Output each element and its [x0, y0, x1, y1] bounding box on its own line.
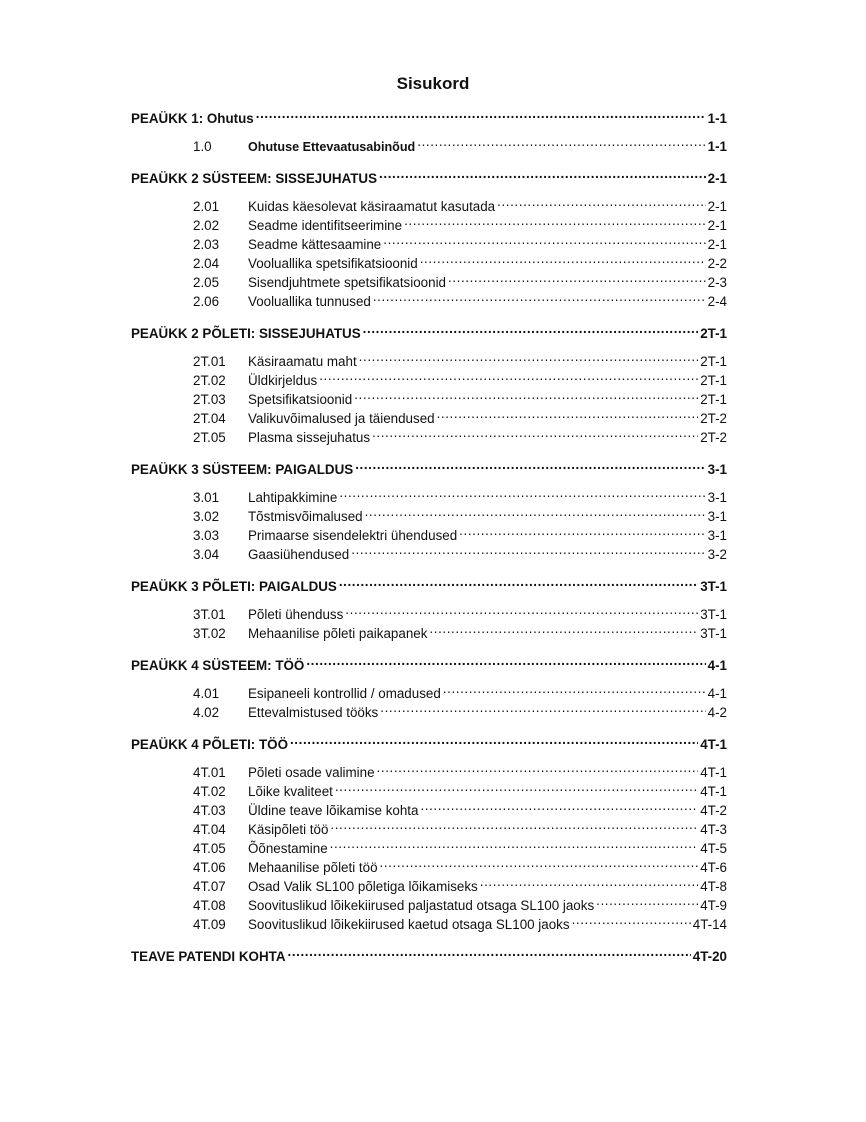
- toc-entry-title: Üldkirjeldus: [248, 373, 318, 388]
- dot-leader: [596, 891, 698, 910]
- toc-chapter[interactable]: [131, 651, 727, 673]
- toc-page-number: 2-1: [707, 199, 727, 214]
- page-title: Sisukord: [396, 74, 470, 93]
- dot-leader: [459, 521, 705, 540]
- toc-chapter[interactable]: [131, 104, 727, 126]
- toc-entry-number: 3.01: [193, 490, 220, 505]
- dot-leader: [417, 132, 705, 151]
- dot-leader: [351, 540, 705, 559]
- toc-entry-number: 3T.01: [193, 607, 226, 622]
- toc-entry-number: 2T.02: [193, 373, 226, 388]
- toc-entry-title: Sisendjuhtmete spetsifikatsioonid: [248, 275, 446, 290]
- toc-entry-title: Lahtipakkimine: [248, 490, 338, 505]
- toc-chapter-title: PEAÜKK 2 PÕLETI: SISSEJUHATUS: [131, 326, 361, 341]
- toc-page-number: 4T-5: [700, 841, 727, 856]
- toc-entry-title: Esipaneeli kontrollid / omadused: [248, 686, 441, 701]
- toc-entry-number: 2T.05: [193, 430, 226, 445]
- toc-entry-number: 4T.06: [193, 860, 226, 875]
- toc-entry[interactable]: [131, 132, 727, 154]
- toc-entry-number: 4T.05: [193, 841, 226, 856]
- dot-leader: [373, 287, 706, 306]
- toc-page-number: 3-1: [707, 462, 727, 477]
- toc-entry-title: Spetsifikatsioonid: [248, 392, 353, 407]
- toc-chapter[interactable]: [131, 730, 727, 752]
- dot-leader: [339, 483, 705, 502]
- toc-entry-title: Vooluallika spetsifikatsioonid: [248, 256, 418, 271]
- toc-page-number: 1-1: [707, 111, 727, 126]
- toc-page-number: 2T-2: [700, 411, 727, 426]
- toc-page-number: 4T-20: [692, 949, 727, 964]
- toc-page-number: 4T-3: [700, 822, 727, 837]
- toc-entry-title: Primaarse sisendelektri ühendused: [248, 528, 458, 543]
- toc-chapter-title: PEAÜKK 2 SÜSTEEM: SISSEJUHATUS: [131, 171, 378, 186]
- toc-entry-title: Valikuvõimalused ja täiendused: [248, 411, 435, 426]
- toc-page-number: 4T-1: [700, 737, 727, 752]
- toc-entry-title: Mehaanilise põleti töö: [248, 860, 378, 875]
- dot-leader: [288, 942, 691, 961]
- toc-entry[interactable]: [131, 758, 727, 780]
- toc-entry-number: 3T.02: [193, 626, 226, 641]
- toc-entry-number: 2.03: [193, 237, 220, 252]
- toc-page-number: 4-1: [707, 658, 727, 673]
- dot-leader: [377, 758, 699, 777]
- dot-leader: [330, 815, 698, 834]
- toc-chapter[interactable]: [131, 942, 727, 964]
- dot-leader: [437, 404, 699, 423]
- dot-leader: [420, 249, 706, 268]
- toc-page-number: 2-1: [707, 237, 727, 252]
- toc-page-number: 3-1: [707, 509, 727, 524]
- dot-leader: [330, 834, 699, 853]
- dot-leader: [372, 423, 698, 442]
- toc-entry-number: 4.02: [193, 705, 220, 720]
- toc-page-number: 4-1: [707, 686, 727, 701]
- toc-chapter-title: TEAVE PATENDI KOHTA: [131, 949, 286, 964]
- toc-entry-title: Seadme kättesaamine: [248, 237, 382, 252]
- toc-entry-title: Seadme identifitseerimine: [248, 218, 403, 233]
- toc-entry-title: Õõnestamine: [248, 841, 328, 856]
- toc-page-number: 2-1: [707, 171, 727, 186]
- toc-chapter-title: PEAÜKK 4 SÜSTEEM: TÖÖ: [131, 658, 305, 673]
- dot-leader: [379, 164, 706, 183]
- dot-leader: [448, 268, 706, 287]
- dot-leader: [345, 600, 698, 619]
- toc-entry-title: Soovituslikud lõikekiirused kaetud otsaga SL100 jaoks: [248, 917, 570, 932]
- toc-entry-number: 2.01: [193, 199, 220, 214]
- toc-entry-number: 2.06: [193, 294, 220, 309]
- toc-entry-title: Tõstmisvõimalused: [248, 509, 363, 524]
- toc-entry-number: 4T.02: [193, 784, 226, 799]
- toc-page-number: 3T-1: [700, 579, 727, 594]
- dot-leader: [380, 698, 705, 717]
- toc-entry[interactable]: [131, 347, 727, 369]
- toc-chapter-title: PEAÜKK 3 SÜSTEEM: PAIGALDUS: [131, 462, 354, 477]
- toc-chapter-title: PEAÜKK 4 PÕLETI: TÖÖ: [131, 737, 288, 752]
- toc-chapter-title: PEAÜKK 1: Ohutus: [131, 111, 254, 126]
- dot-leader: [443, 679, 706, 698]
- toc-entry-title: Käsiraamatu maht: [248, 354, 357, 369]
- dot-leader: [480, 872, 698, 891]
- toc-page-number: 4T-1: [700, 784, 727, 799]
- toc-page-number: 3T-1: [700, 607, 727, 622]
- toc-entry-number: 4.01: [193, 686, 220, 701]
- toc-entry[interactable]: [131, 483, 727, 505]
- toc-entry-title: Käsipõleti töö: [248, 822, 329, 837]
- toc-entry-number: 2.02: [193, 218, 220, 233]
- dot-leader: [365, 502, 706, 521]
- toc-entry-number: 2.04: [193, 256, 220, 271]
- toc-entry[interactable]: [131, 679, 727, 701]
- toc-entry-title: Üldine teave lõikamise kohta: [248, 803, 419, 818]
- dot-leader: [290, 730, 698, 749]
- toc-entry-title: Põleti osade valimine: [248, 765, 375, 780]
- toc-entry-number: 4T.07: [193, 879, 226, 894]
- toc-page-number: 2T-1: [700, 373, 727, 388]
- toc-page-number: 1-1: [707, 139, 727, 154]
- dot-leader: [319, 366, 698, 385]
- dot-leader: [363, 319, 699, 338]
- toc-chapter[interactable]: [131, 319, 727, 341]
- toc-entry-number: 3.04: [193, 547, 220, 562]
- toc-page-number: 4T-2: [700, 803, 727, 818]
- toc-entry-number: 4T.04: [193, 822, 226, 837]
- toc-page-number: 2-3: [707, 275, 727, 290]
- toc-entry-number: 4T.03: [193, 803, 226, 818]
- toc-page-number: 4T-8: [700, 879, 727, 894]
- toc-entry-title: Soovituslikud lõikekiirused paljastatud otsaga SL100 jaoks: [248, 898, 595, 913]
- toc-entry-number: 2T.04: [193, 411, 226, 426]
- toc-page-number: 2T-1: [700, 326, 727, 341]
- dot-leader: [497, 192, 706, 211]
- dot-leader: [404, 211, 706, 230]
- toc-entry-number: 2.05: [193, 275, 220, 290]
- toc-entry-number: 4T.09: [193, 917, 226, 932]
- toc-page-number: 4-2: [707, 705, 727, 720]
- toc-page-number: 2T-1: [700, 392, 727, 407]
- toc-entry[interactable]: [131, 192, 727, 214]
- table-of-contents: [131, 104, 727, 964]
- toc-page-number: 4T-1: [700, 765, 727, 780]
- toc-page-number: 3-1: [707, 528, 727, 543]
- toc-page-number: 2-2: [707, 256, 727, 271]
- toc-chapter-title: PEAÜKK 3 PÕLETI: PAIGALDUS: [131, 579, 337, 594]
- toc-entry-title: Ohutuse Ettevaatusabinõud: [248, 140, 416, 154]
- dot-leader: [335, 777, 698, 796]
- toc-entry-title: Lõike kvaliteet: [248, 784, 333, 799]
- toc-entry-number: 4T.01: [193, 765, 226, 780]
- toc-entry-title: Kuidas käesolevat käsiraamatut kasutada: [248, 199, 496, 214]
- toc-entry-title: Mehaanilise põleti paikapanek: [248, 626, 428, 641]
- dot-leader: [380, 853, 699, 872]
- toc-page-number: 4T-6: [700, 860, 727, 875]
- toc-page-number: 3-1: [707, 490, 727, 505]
- toc-entry-title: Vooluallika tunnused: [248, 294, 371, 309]
- dot-leader: [355, 455, 705, 474]
- toc-page-number: 2T-1: [700, 354, 727, 369]
- toc-entry-number: 3.03: [193, 528, 220, 543]
- toc-page-number: 2T-2: [700, 430, 727, 445]
- dot-leader: [359, 347, 699, 366]
- toc-entry-title: Põleti ühenduss: [248, 607, 344, 622]
- toc-page-number: 4T-9: [700, 898, 727, 913]
- toc-page-number: 3-2: [707, 547, 727, 562]
- toc-chapter[interactable]: [131, 164, 727, 186]
- toc-entry-number: 3.02: [193, 509, 220, 524]
- dot-leader: [256, 104, 706, 123]
- toc-entry-number: 4T.08: [193, 898, 226, 913]
- toc-entry-number: 1.0: [193, 139, 212, 154]
- toc-page-number: 2-4: [707, 294, 727, 309]
- dot-leader: [306, 651, 705, 670]
- toc-entry-title: Osad Valik SL100 põletiga lõikamiseks: [248, 879, 478, 894]
- dot-leader: [339, 572, 698, 591]
- toc-entry-title: Plasma sissejuhatus: [248, 430, 371, 445]
- toc-page-number: 3T-1: [700, 626, 727, 641]
- dot-leader: [572, 910, 691, 929]
- dot-leader: [429, 619, 698, 638]
- toc-entry-number: 2T.03: [193, 392, 226, 407]
- toc-entry[interactable]: [131, 600, 727, 622]
- toc-entry-number: 2T.01: [193, 354, 226, 369]
- dot-leader: [420, 796, 698, 815]
- toc-page-number: 2-1: [707, 218, 727, 233]
- toc-chapter[interactable]: [131, 572, 727, 594]
- dot-leader: [383, 230, 705, 249]
- toc-chapter[interactable]: [131, 455, 727, 477]
- toc-entry-title: Ettevalmistused tööks: [248, 705, 379, 720]
- toc-entry-title: Gaasiühendused: [248, 547, 350, 562]
- dot-leader: [354, 385, 698, 404]
- toc-page-number: 4T-14: [692, 917, 727, 932]
